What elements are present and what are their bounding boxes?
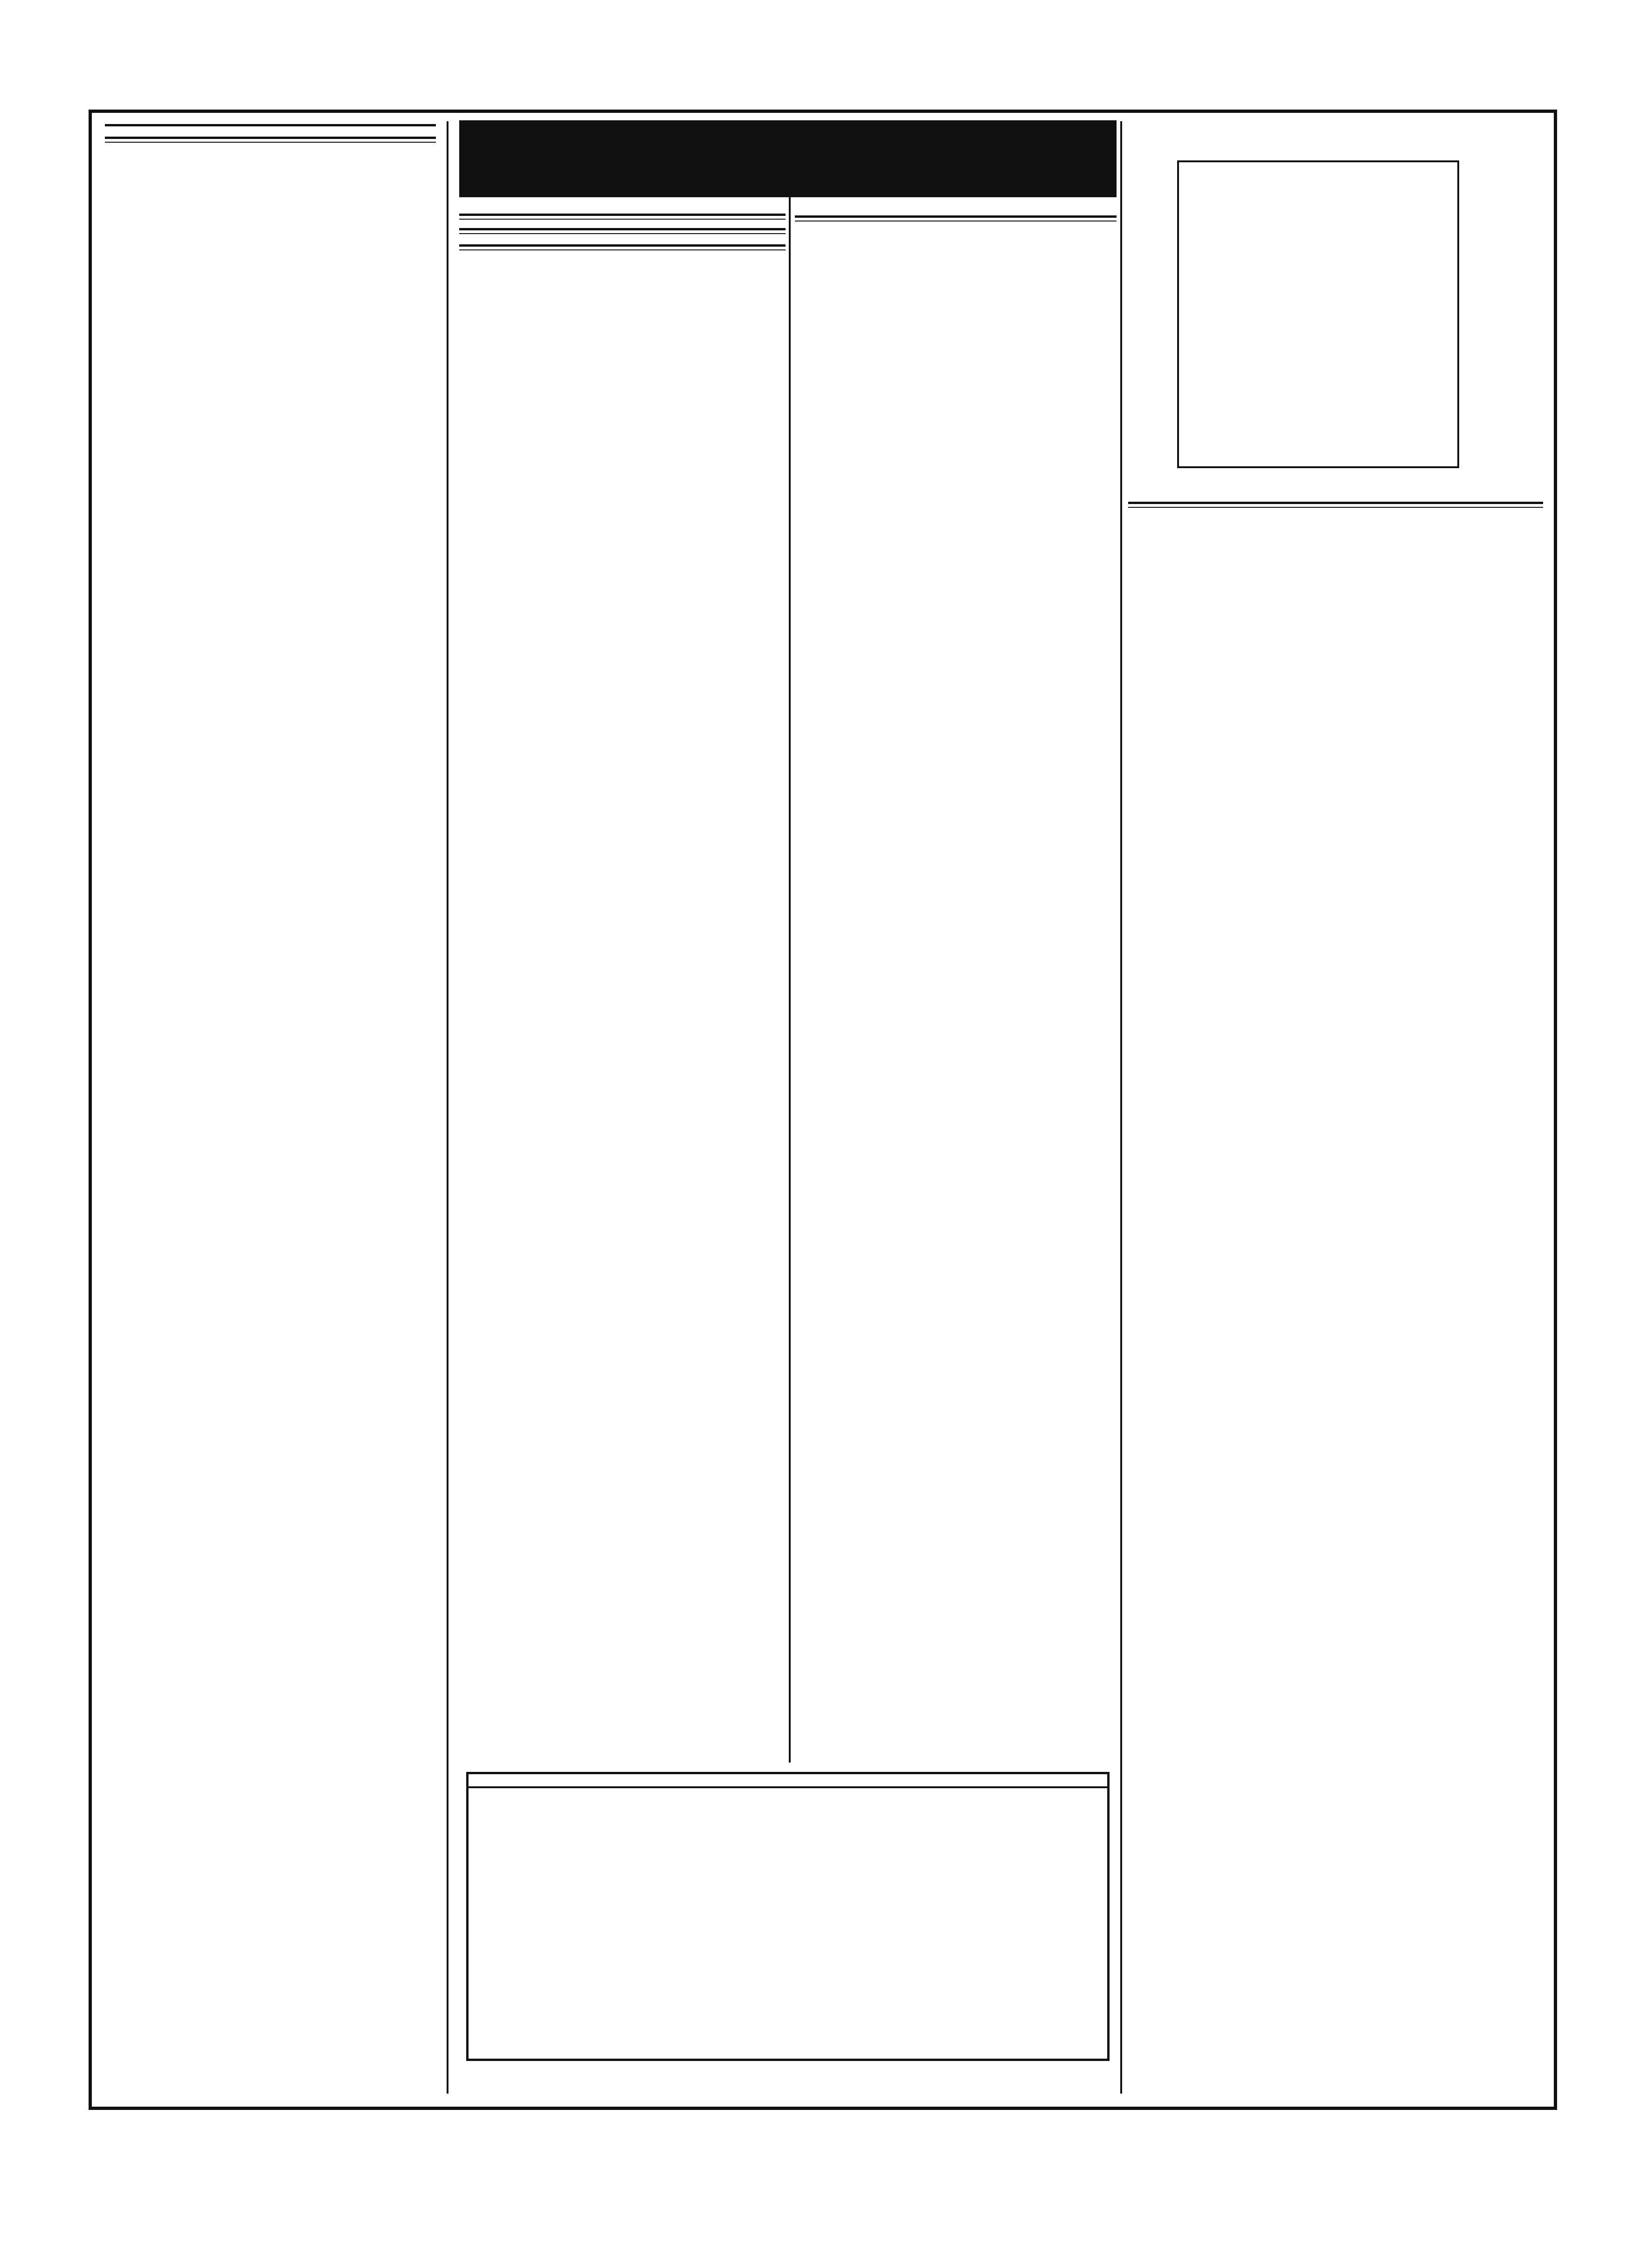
rule bbox=[1128, 502, 1543, 508]
column-crossword bbox=[1128, 121, 1543, 2098]
column-sports bbox=[105, 121, 436, 153]
crossword-grid bbox=[1177, 160, 1459, 468]
rule bbox=[459, 214, 786, 220]
rule bbox=[459, 244, 786, 250]
column-theatre bbox=[459, 205, 786, 1763]
arcadia-advertisement bbox=[466, 1772, 1110, 2061]
column-rule bbox=[447, 121, 448, 2094]
rule bbox=[459, 228, 786, 234]
column-cinema bbox=[795, 205, 1117, 1763]
masthead bbox=[93, 44, 1548, 100]
rule bbox=[795, 215, 1117, 221]
column-rule bbox=[789, 121, 791, 1763]
ad-header bbox=[469, 1774, 1107, 1779]
section-kicker bbox=[105, 121, 436, 126]
ad-orchestras bbox=[469, 1786, 1107, 1793]
column-rule bbox=[1120, 121, 1122, 2094]
rule bbox=[105, 137, 436, 143]
theatre-cinema-banner bbox=[459, 120, 1117, 197]
crossword-grid-area bbox=[1128, 130, 1543, 493]
